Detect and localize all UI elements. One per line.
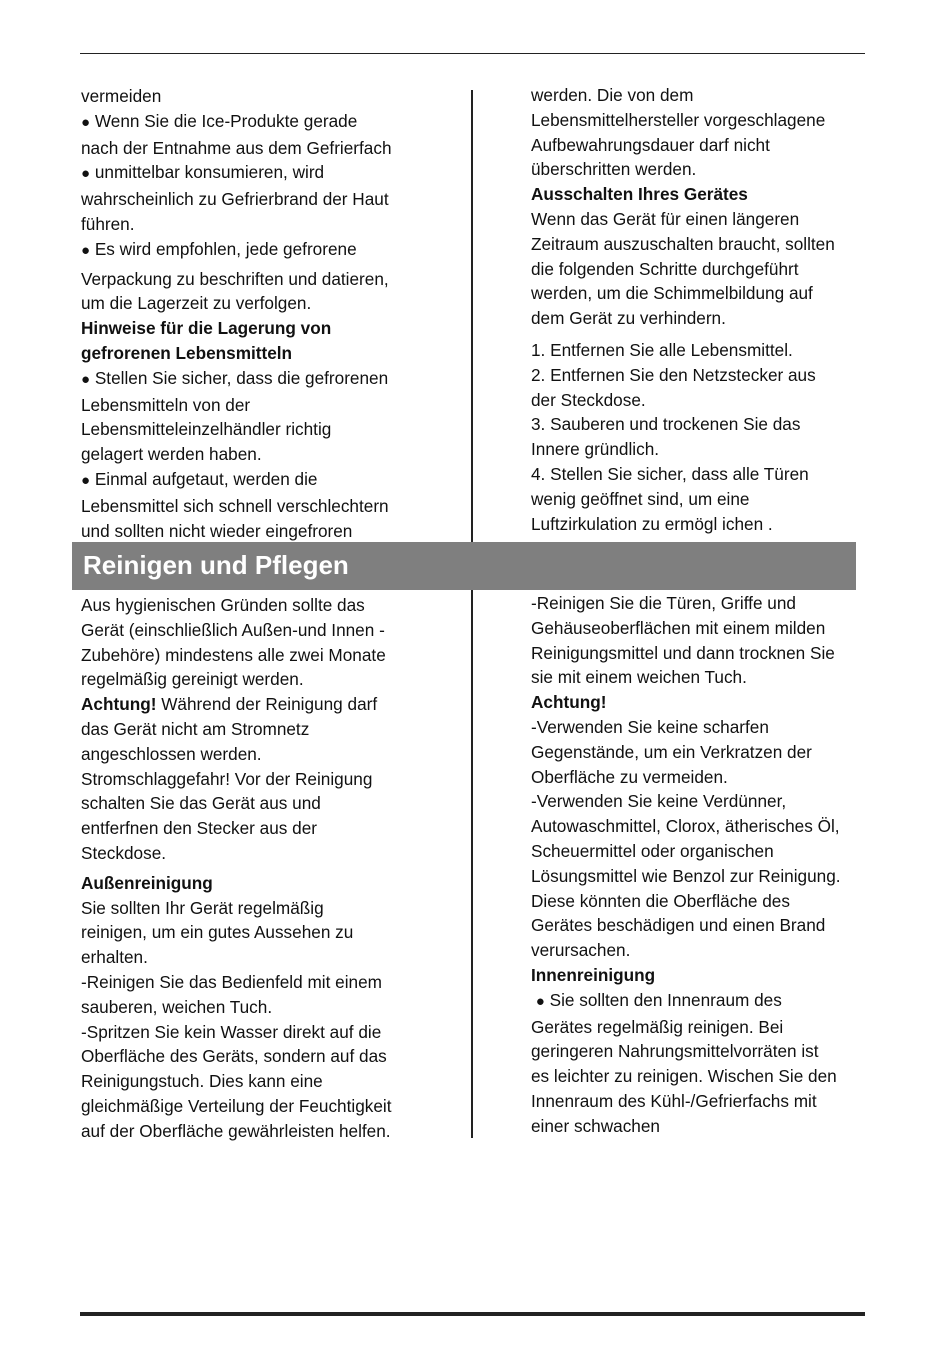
text-line: entferfnen den Stecker aus der	[81, 818, 318, 839]
text-line: das Gerät nicht am Stromnetz	[81, 718, 310, 739]
subheading: Innenreinigung	[531, 964, 656, 985]
text-line: Reinigungstuch. Dies kann eine	[81, 1071, 323, 1092]
header-rule	[80, 53, 865, 54]
warning-label: Achtung!	[81, 694, 157, 715]
text-line: Wenn Sie die Ice-Produkte gerade	[94, 110, 358, 131]
text-line: Wenn das Gerät für einen längeren	[531, 208, 800, 229]
text-line: Luftzirkulation zu ermögl ichen .	[531, 513, 773, 534]
text-line: wahrscheinlich zu Gefrierbrand der Haut	[81, 189, 389, 210]
bullet-item	[531, 988, 841, 1015]
text-line: Sie sollten den Innenraum des	[549, 989, 782, 1010]
text-line: Während der Reinigung darf	[156, 694, 378, 715]
text-line: Diese könnten die Oberfläche des	[531, 890, 790, 911]
list-item: 3. Sauberen und trockenen Sie das	[531, 414, 801, 435]
subheading: Achtung!	[531, 692, 607, 713]
text-line: die folgenden Schritte durchgeführt	[531, 258, 799, 279]
subheading: Außenreinigung	[81, 872, 213, 893]
text-line: -Verwenden Sie keine Verdünner,	[531, 791, 787, 812]
text-line: geringeren Nahrungsmittelvorräten ist	[531, 1041, 819, 1062]
bullet-icon: ●	[81, 165, 91, 183]
text-line: Innere gründlich.	[531, 439, 660, 460]
text-line: Aus hygienischen Gründen sollte das	[81, 595, 365, 615]
top-right-column	[531, 83, 835, 536]
text-line: Lebensmittel sich schnell verschlechtern	[81, 495, 389, 516]
text-line: gleichmäßige Verteilung der Feuchtigkeit	[81, 1095, 392, 1116]
bullet-icon: ●	[81, 241, 91, 259]
text-line: Steckdose.	[81, 842, 167, 863]
text-line: um die Lagerzeit zu verfolgen.	[81, 293, 312, 314]
text-line: sauberen, weichen Tuch.	[81, 996, 273, 1017]
text-line: angeschlossen werden.	[81, 743, 262, 764]
text-line: wenig geöffnet sind, um eine	[531, 488, 750, 509]
text-line: gelagert werden haben.	[81, 444, 262, 465]
bullet-item	[81, 366, 392, 393]
text-line: sie mit einem weichen Tuch.	[531, 667, 747, 688]
text-line: Stellen Sie sicher, dass die gefrorenen	[94, 367, 389, 388]
bullet-item	[81, 160, 392, 187]
top-left-column	[81, 84, 392, 543]
text-line: Zeitraum auszuschalten braucht, sollten	[531, 233, 835, 254]
bullet-item	[81, 237, 392, 264]
text-line: Lebensmitteln von der	[81, 394, 251, 415]
text-line: nach der Entnahme aus dem Gefrierfach	[81, 137, 392, 158]
text-line: erhalten.	[81, 947, 148, 968]
bottom-right-column	[531, 591, 841, 1139]
text-line: Gerät (einschließlich Außen-und Innen -	[81, 619, 385, 640]
footer-rule	[80, 1312, 865, 1316]
text-line: unmittelbar konsumieren, wird	[94, 162, 325, 183]
column-divider	[471, 590, 473, 1138]
text-line: Sie sollten Ihr Gerät regelmäßig	[81, 897, 324, 918]
bullet-icon: ●	[81, 370, 91, 388]
text-line: der Steckdose.	[531, 389, 646, 410]
text-line: Zubehöre) mindestens alle zwei Monate	[81, 644, 386, 665]
text-line: Verpackung zu beschriften und datieren,	[81, 268, 389, 289]
text-line: Oberfläche des Geräts, sondern auf das	[81, 1046, 387, 1067]
text-line: -Verwenden Sie keine scharfen	[531, 716, 769, 737]
text-line: Reinigungsmittel und dann trocknen Sie	[531, 642, 835, 663]
list-item: 4. Stellen Sie sicher, dass alle Türen	[531, 463, 809, 484]
text-line: Es wird empfohlen, jede gefrorene	[94, 238, 357, 259]
text-line: Scheuermittel oder organischen	[531, 840, 774, 861]
text-line: überschritten werden.	[531, 159, 697, 180]
text-line: -Reinigen Sie das Bedienfeld mit einem	[81, 971, 382, 992]
list-item: 2. Entfernen Sie den Netzstecker aus	[531, 364, 816, 385]
list-item: 1. Entfernen Sie alle Lebensmittel.	[531, 339, 793, 360]
text-line: regelmäßig gereinigt werden.	[81, 669, 304, 690]
bottom-left-column	[81, 593, 392, 1144]
text-line: Autowaschmittel, Clorox, ätherisches Öl,	[531, 816, 840, 837]
text-line: auf der Oberfläche gewährleisten helfen.	[81, 1120, 391, 1141]
text-line: Innenraum des Kühl-/Gefrierfachs mit	[531, 1090, 817, 1111]
text-line: schalten Sie das Gerät aus und	[81, 793, 321, 814]
subheading: Hinweise für die Lagerung von	[81, 318, 332, 339]
text-line: werden, um die Schimmelbildung auf	[531, 283, 813, 304]
text-line: Gegenstände, um ein Verkratzen der	[531, 741, 812, 762]
section-title: Reinigen und Pflegen	[83, 550, 349, 580]
bullet-icon: ●	[81, 471, 91, 489]
text-line: Gerätes beschädigen und einen Brand	[531, 915, 826, 936]
text-line: -Reinigen Sie die Türen, Griffe und	[531, 593, 796, 613]
text-line: vermeiden	[81, 86, 162, 106]
text-line: verursachen.	[531, 940, 631, 961]
bullet-icon: ●	[535, 992, 545, 1010]
text-line: -Spritzen Sie kein Wasser direkt auf die	[81, 1021, 382, 1042]
text-line: Oberfläche zu vermeiden.	[531, 766, 728, 787]
subheading: Ausschalten Ihres Gerätes	[531, 184, 748, 205]
text-line: Aufbewahrungsdauer darf nicht	[531, 134, 770, 155]
column-divider	[471, 90, 473, 542]
text-line: Lösungsmittel wie Benzol zur Reinigung.	[531, 865, 841, 886]
text-line: reinigen, um ein gutes Aussehen zu	[81, 922, 354, 943]
text-line: Einmal aufgetaut, werden die	[94, 468, 318, 489]
text-line: dem Gerät zu verhindern.	[531, 308, 726, 329]
bullet-icon: ●	[81, 113, 91, 131]
text-line: werden. Die von dem	[531, 85, 694, 105]
text-line	[81, 692, 392, 717]
text-line: führen.	[81, 213, 135, 234]
text-line: Stromschlaggefahr! Vor der Reinigung	[81, 768, 373, 789]
text-line: Gehäuseoberflächen mit einem milden	[531, 617, 826, 638]
text-line: Gerätes regelmäßig reinigen. Bei	[531, 1016, 784, 1037]
text-line: einer schwachen	[531, 1115, 660, 1136]
bullet-item	[81, 109, 392, 136]
subheading: gefrorenen Lebensmitteln	[81, 342, 293, 363]
text-line: es leichter zu reinigen. Wischen Sie den	[531, 1066, 837, 1087]
text-line: und sollten nicht wieder eingefroren	[81, 520, 353, 541]
text-line: Lebensmittelhersteller vorgeschlagene	[531, 109, 826, 130]
text-line: Lebensmitteleinzelhändler richtig	[81, 419, 332, 440]
bullet-item	[81, 467, 392, 494]
section-banner	[72, 542, 856, 590]
